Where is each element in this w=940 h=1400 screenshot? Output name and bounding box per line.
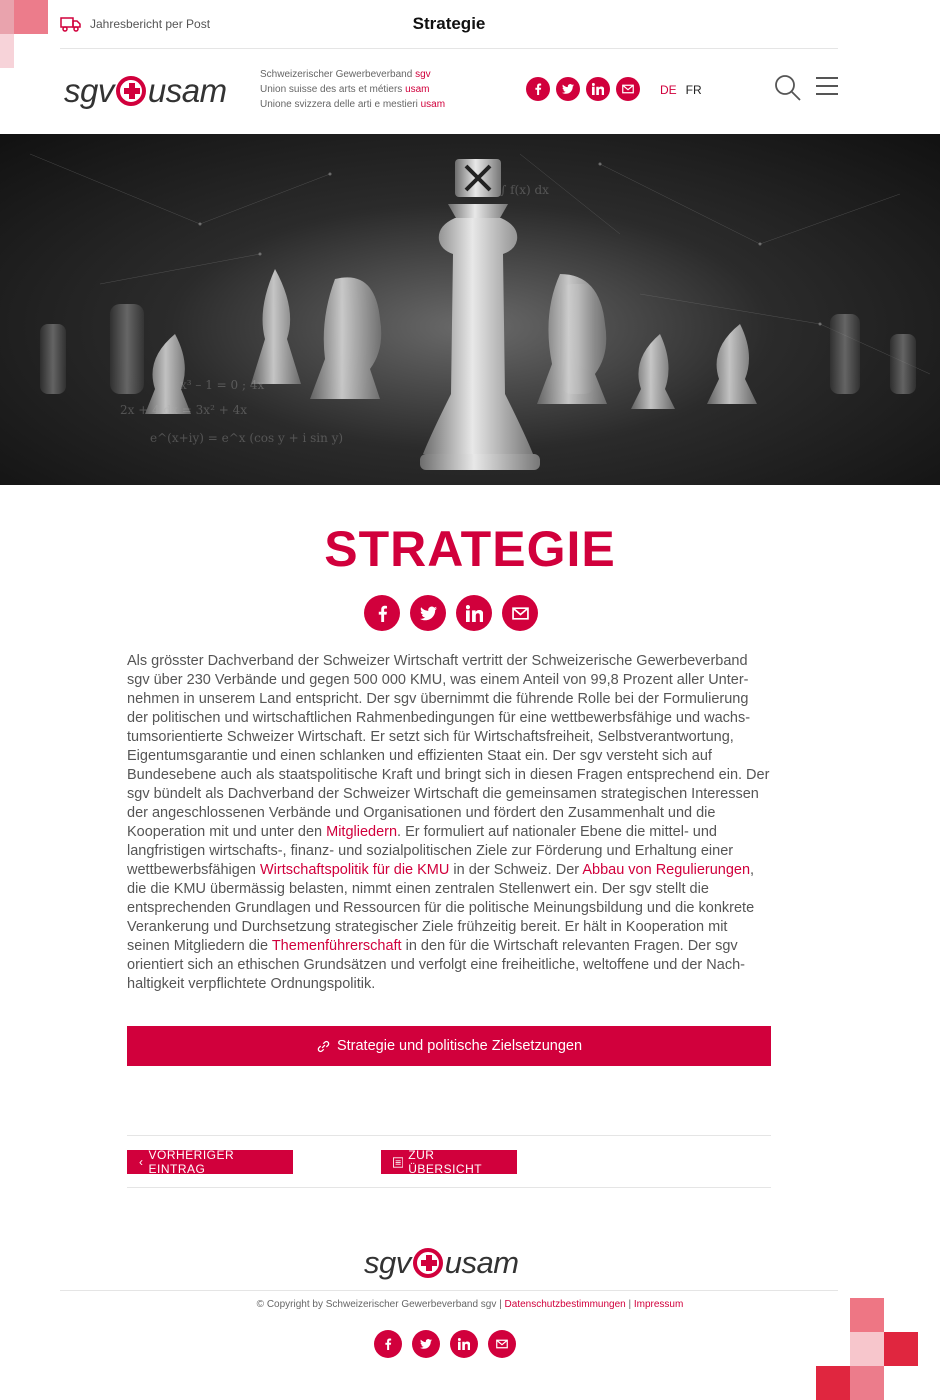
search-icon[interactable] — [774, 74, 802, 102]
mail-icon[interactable] — [488, 1330, 516, 1358]
logo-text-left: sgv — [364, 1245, 411, 1280]
logo-text-left: sgv — [64, 72, 114, 109]
organisation-names — [260, 67, 445, 112]
imprint-link[interactable]: Impressum — [633, 1299, 684, 1310]
facebook-icon[interactable] — [526, 77, 550, 101]
page-title: STRATEGIE — [324, 521, 616, 577]
previous-entry-button[interactable] — [127, 1150, 293, 1174]
entry-navigation — [127, 1135, 771, 1188]
body-text — [127, 652, 772, 994]
language-switcher — [660, 83, 702, 97]
org-line-fr: Union suisse des arts et métiers usam — [260, 84, 430, 95]
swiss-cross-icon — [116, 76, 146, 106]
overview-button[interactable] — [381, 1150, 517, 1174]
svg-text:x³ – 1 = 0 ; 4x: x³ – 1 = 0 ; 4x — [180, 378, 265, 392]
decor-square — [850, 1332, 884, 1366]
footer-separator: | — [625, 1299, 634, 1310]
link-wirtschaftspolitik[interactable]: Wirtschaftspolitik für die KMU — [260, 862, 450, 878]
site-logo — [364, 1245, 519, 1281]
twitter-icon[interactable] — [556, 77, 580, 101]
mail-icon[interactable] — [616, 77, 640, 101]
menu-icon[interactable] — [816, 77, 838, 95]
body-text-segment: in den für die Wirtschaft relevanten Fragen. Der sgv orientiert sich an ethischen Grundsätzen und verfolgt eine freiheitliche, weltoffene und der Nachhaltigkeit verpflichtete Ordnungspolitik. — [127, 938, 745, 992]
link-icon — [316, 1039, 331, 1054]
mail-icon[interactable] — [502, 595, 538, 631]
footer-social-links — [374, 1330, 516, 1358]
linkedin-icon[interactable] — [586, 77, 610, 101]
link-mitgliedern[interactable]: Mitgliedern — [326, 824, 398, 840]
list-icon — [393, 1157, 403, 1168]
site-header — [60, 50, 838, 134]
linkedin-icon[interactable] — [450, 1330, 478, 1358]
linkedin-icon[interactable] — [456, 595, 492, 631]
decor-square — [816, 1366, 850, 1400]
decor-square — [850, 1366, 884, 1400]
copyright-text: © Copyright by Schweizerischer Gewerbeverband sgv | — [256, 1299, 505, 1310]
header-social-links — [526, 77, 640, 101]
language-de[interactable]: DE — [660, 83, 677, 97]
org-line-de: Schweizerischer Gewerbeverband sgv — [260, 69, 431, 80]
twitter-icon[interactable] — [410, 595, 446, 631]
decor-square — [0, 34, 14, 68]
logo-text-right: usam — [147, 72, 227, 109]
hero-image — [0, 134, 940, 485]
chess-pieces-image — [0, 134, 940, 485]
strategy-document-button[interactable] — [127, 1026, 771, 1066]
facebook-icon[interactable] — [364, 595, 400, 631]
strategy-document-label: Strategie und politische Zielsetzungen — [336, 1038, 583, 1054]
svg-text:2x + 4 dx = 3x² + 4x: 2x + 4 dx = 3x² + 4x — [120, 403, 247, 417]
body-text-segment: . Er formuliert auf nationaler Ebene die mittel- und langfristigen wirtschafts-, finanz- und sozialpolitischen Ziele zur Förderung und Erhaltung einer wettbewerbsfähigen — [127, 824, 734, 878]
link-themenfuehrerschaft[interactable]: Themenführerschaft — [271, 938, 402, 954]
decor-square — [884, 1332, 918, 1366]
page-heading: Strategie — [412, 14, 486, 33]
decor-square — [14, 0, 48, 34]
link-abbau-regulierungen[interactable]: Abbau von Regulierungen — [582, 862, 751, 878]
overview-label: ZUR ÜBERSICHT — [408, 1148, 483, 1176]
body-text-segment: in der Schweiz. Der — [449, 862, 583, 878]
org-line-it: Unione svizzera delle arti e mestieri usam — [260, 99, 446, 110]
top-bar — [60, 0, 838, 49]
svg-text:e^(x+iy) = e^x (cos y + i sin: e^(x+iy) = e^x (cos y + i sin y) — [150, 431, 344, 445]
logo-text-right: usam — [444, 1245, 519, 1280]
language-fr[interactable]: FR — [685, 83, 702, 97]
share-links — [364, 595, 538, 631]
body-text-segment: , die die KMU übermässig belasten, nimmt einen zentralen Stellenwert ein. Der sgv stellt die entsprechenden Grundlagen und Ressourcen für die politische Meinungsbildung und die konkrete Verankerung und Durchsetzung strategischer Ziele frühzeitig bereit. Er hält in Kooperation mit seinen Mitgliedern die — [127, 862, 755, 954]
annual-report-label: Jahresbericht per Post — [90, 17, 211, 31]
body-text-segment: Als grösster Dachverband der Schweizer Wirtschaft vertritt der Schweizerische Gewerbeverband sgv über 230 Verbände und gegen 500 000 KMU, was einem Anteil von 99,8 Prozent aller Unternehmen in unserem Land entspricht. Der sgv übernimmt die führende Rolle bei der Formulierung der politischen und wirtschaftlichen Rahmenbedingungen für eine wettbewerbsfähige und wachstumsorientierte Schweizer Wirtschaft. Er setzt sich für Wirtschaftsfreiheit, Selbstverantwortung, Eigentumsgarantie und einen schlanken und effizienten Staat ein. Der sgv versteht sich auf Bundesebene auch als staatspolitische Kraft und bringt sich in diesen Fragen entsprechend ein. Der sgv bündelt als Dachverband der Schweizer Wirtschaft die gemeinsamen strategischen Interessen der angeschlossenen Verbände und Organisationen und fördert den Zusammenhalt und die Kooperation mit und unter den — [127, 653, 770, 840]
swiss-cross-icon — [413, 1248, 443, 1278]
copyright — [0, 1299, 940, 1310]
site-logo[interactable] — [64, 72, 227, 110]
privacy-link[interactable]: Datenschutzbestimmungen — [504, 1299, 626, 1310]
twitter-icon[interactable] — [412, 1330, 440, 1358]
facebook-icon[interactable] — [374, 1330, 402, 1358]
footer-logo[interactable] — [364, 1245, 519, 1281]
footer-divider — [60, 1290, 838, 1291]
svg-text:∫ f(x) dx: ∫ f(x) dx — [500, 183, 549, 197]
chevron-left-icon: ‹ — [139, 1155, 144, 1169]
previous-entry-label: VORHERIGER EINTRAG — [148, 1148, 235, 1176]
